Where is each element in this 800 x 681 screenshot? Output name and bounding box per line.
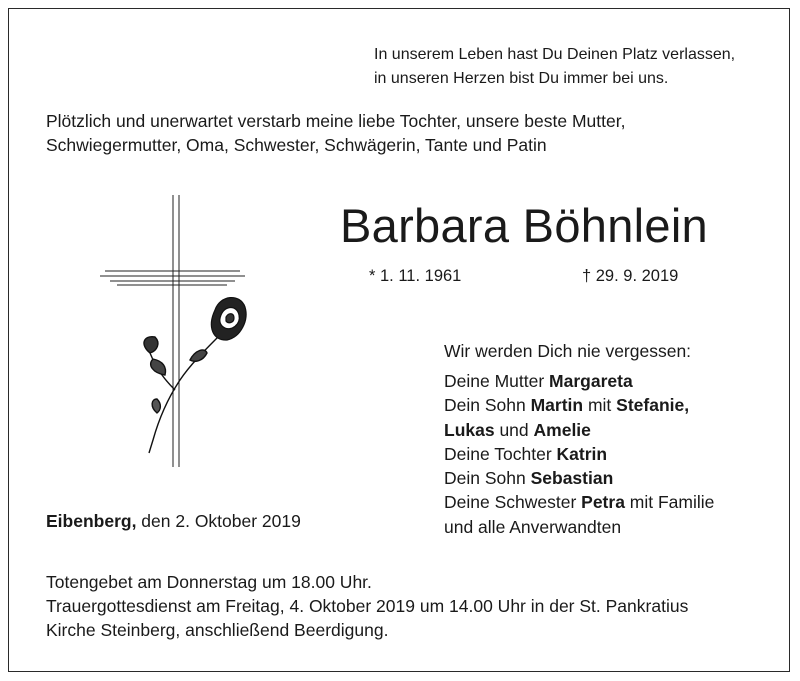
place-name: Eibenberg, — [46, 511, 137, 531]
motto-line-1: In unserem Leben hast Du Deinen Platz verlassen, — [374, 46, 736, 63]
service-line-2: Trauergottesdienst am Freitag, 4. Oktober 2019 um 14.00 Uhr in der St. Pankratius — [46, 596, 689, 616]
mourner-son-martin: Dein Sohn Martin mit Stefanie, — [444, 395, 690, 416]
mourner-mother: Deine Mutter Margareta — [444, 371, 633, 391]
cross-with-rose-icon — [95, 185, 255, 470]
announcement-intro — [46, 109, 625, 157]
intro-line-1: Plötzlich und unerwartet verstarb meine liebe Tochter, unsere beste Mutter, — [46, 111, 626, 131]
service-line-1: Totengebet am Donnerstag um 18.00 Uhr. — [46, 572, 372, 592]
mourner-relatives: und alle Anverwandten — [444, 516, 622, 537]
service-line-3: Kirche Steinberg, anschließend Beerdigung. — [46, 620, 389, 640]
mourners-list — [444, 369, 714, 539]
deceased-name: Barbara Böhnlein — [340, 199, 708, 252]
mourner-daughter: Deine Tochter Katrin — [444, 443, 608, 464]
mourner-grandchildren: Lukas und Amelie — [444, 419, 591, 440]
mourner-son-sebastian: Dein Sohn Sebastian — [444, 468, 614, 489]
remembrance-line: Wir werden Dich nie vergessen: — [444, 341, 692, 361]
mourner-sister: Deine Schwester Petra mit Familie — [444, 492, 715, 513]
motto-line-2: in unseren Herzen bist Du immer bei uns. — [374, 70, 669, 87]
place-and-date — [46, 509, 301, 533]
date-text: den 2. Oktober 2019 — [136, 511, 301, 531]
death-date: † 29. 9. 2019 — [582, 267, 679, 285]
birth-date: * 1. 11. 1961 — [369, 267, 462, 285]
motto-verse — [374, 43, 735, 91]
service-details — [46, 570, 688, 642]
intro-line-2: Schwiegermutter, Oma, Schwester, Schwägerin, Tante und Patin — [46, 135, 547, 155]
